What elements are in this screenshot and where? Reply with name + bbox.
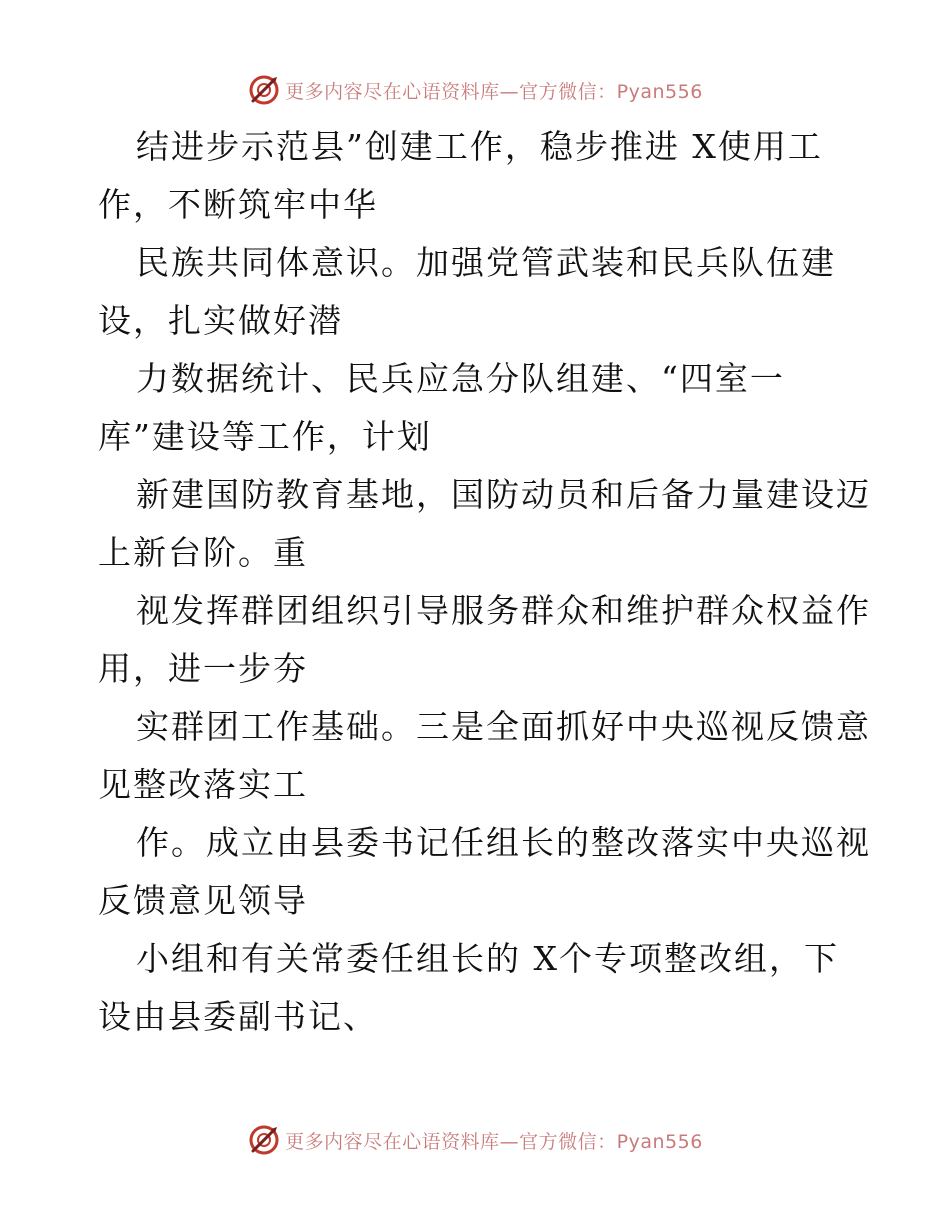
paragraph-line: 力数据统计、民兵应急分队组建、“四室一 <box>136 359 785 398</box>
paragraph <box>98 118 858 234</box>
paragraph-line: 作。成立由县委书记任组长的整改落实中央巡视 <box>136 823 871 862</box>
paragraph <box>98 698 871 814</box>
paragraph-line: 设由县委副书记、 <box>98 997 378 1036</box>
watermark-text: 更多内容尽在心语资料库—官方微信：Pyan556 <box>285 1130 703 1153</box>
paragraph-line: 反馈意见领导 <box>98 881 308 920</box>
paragraph-line: 库”建设等工作，计划 <box>98 417 432 456</box>
paragraph-line: 结进步示范县”创建工作，稳步推进 X使用工 <box>136 127 823 166</box>
header-watermark <box>0 70 950 110</box>
document-body <box>98 118 871 1046</box>
paragraph-line: 实群团工作基础。三是全面抓好中央巡视反馈意 <box>136 707 871 746</box>
paragraph-line: 作，不断筑牢中华 <box>98 185 378 224</box>
paragraph <box>98 466 871 582</box>
paragraph <box>98 350 858 466</box>
paragraph <box>98 814 871 930</box>
footer-watermark <box>0 1120 950 1160</box>
paragraph-line: 见整改落实工 <box>98 765 308 804</box>
paragraph-line: 视发挥群团组织引导服务群众和维护群众权益作 <box>136 591 871 630</box>
paragraph-line: 小组和有关常委任组长的 X个专项整改组，下 <box>136 939 839 978</box>
paragraph <box>98 930 858 1046</box>
watermark-logo-icon <box>247 73 281 107</box>
watermark-logo-icon <box>247 1123 281 1157</box>
paragraph-line: 上新台阶。重 <box>98 533 308 572</box>
paragraph-line: 设，扎实做好潜 <box>98 301 343 340</box>
paragraph <box>98 582 871 698</box>
paragraph-line: 新建国防教育基地，国防动员和后备力量建设迈 <box>136 475 871 514</box>
watermark-text: 更多内容尽在心语资料库—官方微信：Pyan556 <box>285 80 703 103</box>
paragraph-line: 民族共同体意识。加强党管武装和民兵队伍建 <box>136 243 836 282</box>
paragraph-line: 用，进一步夯 <box>98 649 308 688</box>
paragraph <box>98 234 858 350</box>
